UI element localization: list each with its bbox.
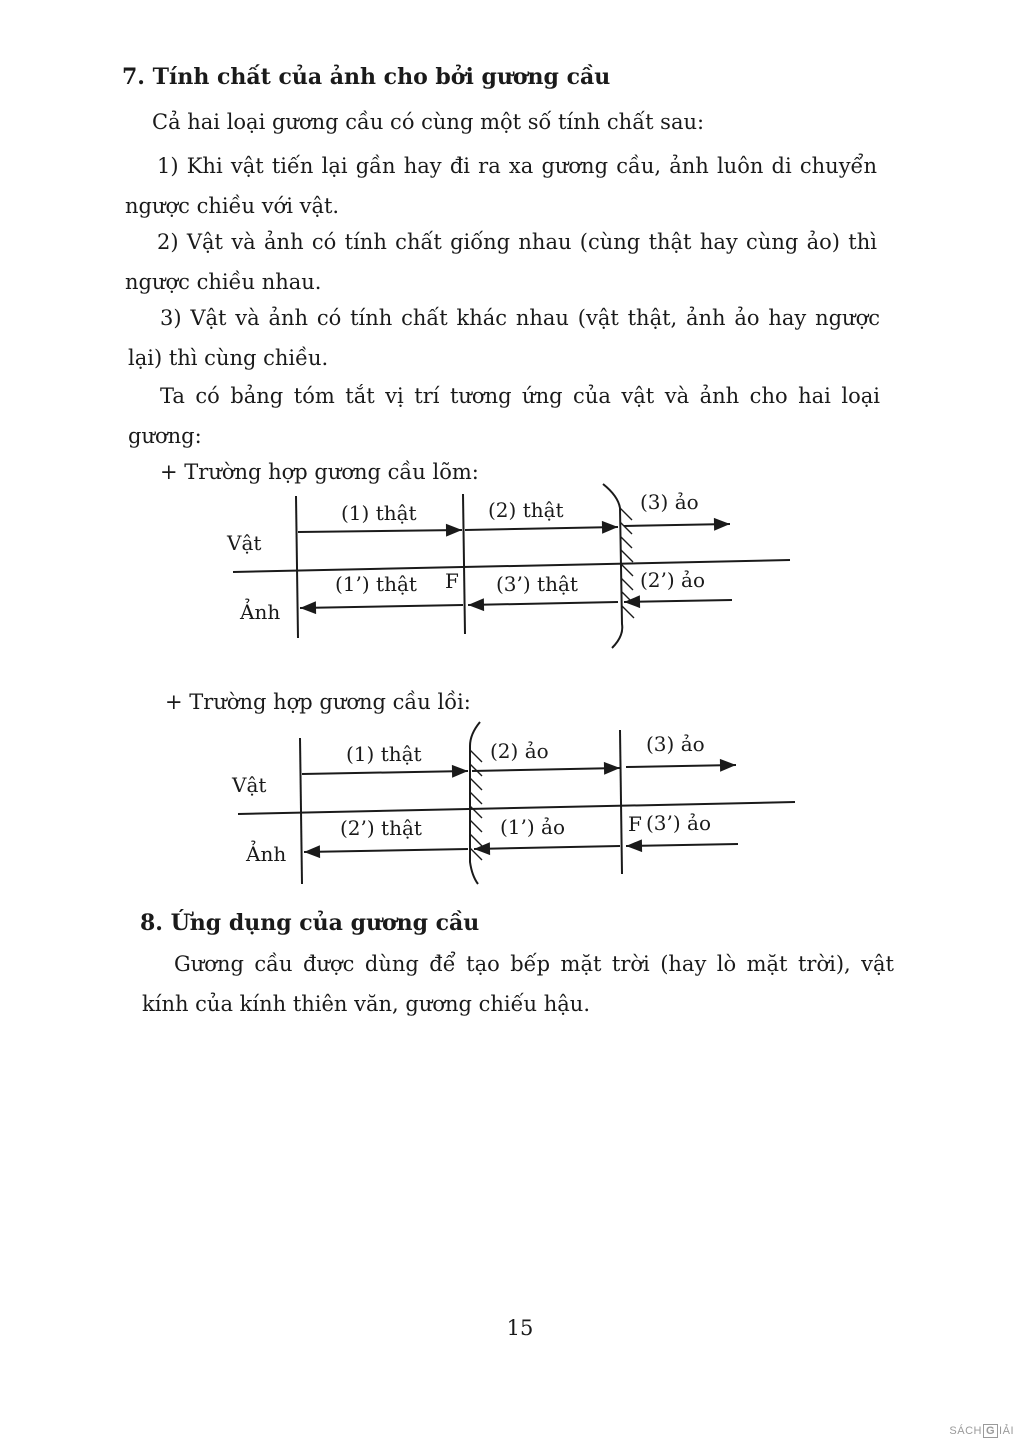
concave-object-arrow-2 [465,527,618,530]
concave-mirror-diagram [0,484,1024,654]
concave-image-arrow-3 [624,600,732,602]
property-1: 1) Khi vật tiến lại gần hay đi ra xa gương cầu, ảnh luôn di chuyển ngược chiều với vật. [125,154,877,218]
convex-image-row-label: Ảnh [246,842,287,866]
concave-object-row-label: Vật [227,531,262,555]
section-7-intro: Cả hai loại gương cầu có cùng một số tính chất sau: [152,110,705,134]
concave-object-segment-1: (1) thật [341,501,417,525]
convex-case-caption: + Trường hợp gương cầu lồi: [165,690,471,714]
convex-image-segment-3: (3’) ảo [646,811,712,835]
section-8-heading: 8. Ứng dụng của gương cầu [140,910,480,936]
concave-left-boundary [296,496,298,638]
convex-object-arrow-1 [302,771,468,774]
convex-axis-line [238,802,795,814]
concave-image-segment-3: (2’) ảo [640,568,706,592]
property-3: 3) Vật và ảnh có tính chất khác nhau (vật thật, ảnh ảo hay ngược lại) thì cùng chiều. [128,306,880,370]
convex-object-segment-2: (2) ảo [490,739,549,763]
brand-text-left: SÁCH [949,1425,982,1437]
brand-logo-box: G [983,1424,998,1438]
concave-image-arrow-1 [300,605,463,608]
convex-left-boundary [300,738,302,884]
convex-image-arrow-1 [304,849,468,852]
concave-axis-line [233,560,790,572]
concave-mirror-icon [603,484,634,648]
convex-object-segment-1: (1) thật [346,742,422,766]
concave-image-segment-1: (1’) thật [335,572,417,596]
concave-object-arrow-3 [624,524,730,526]
concave-object-segment-2: (2) thật [488,498,564,522]
concave-case-caption: + Trường hợp gương cầu lõm: [160,460,479,484]
concave-object-segment-3: (3) ảo [640,490,699,514]
brand-text-right: IẢI [999,1425,1014,1437]
convex-object-arrow-2 [472,768,620,771]
concave-focus-label: F [445,569,459,593]
convex-focus-label: F [628,812,642,836]
section-8-text: Gương cầu được dùng để tạo bếp mặt trời (hay lò mặt trời), vật kính của kính thiên văn, gương chiếu hậu. [142,952,894,1016]
concave-image-segment-2: (3’) thật [496,572,578,596]
concave-object-arrow-1 [298,530,462,532]
property-2: 2) Vật và ảnh có tính chất giống nhau (cùng thật hay cùng ảo) thì ngược chiều nhau. [125,230,877,294]
concave-image-row-label: Ảnh [240,600,281,624]
page-number: 15 [506,1316,534,1340]
convex-focus-line [620,730,622,874]
convex-object-segment-3: (3) ảo [646,732,705,756]
concave-image-arrow-2 [468,602,618,605]
convex-image-segment-1: (2’) thật [340,816,422,840]
convex-object-arrow-3 [626,765,736,767]
convex-mirror-diagram [0,720,1024,890]
brand-watermark [949,1424,1014,1438]
convex-mirror-icon [470,722,482,884]
convex-image-arrow-3 [626,844,738,846]
section-7-heading: 7. Tính chất của ảnh cho bởi gương cầu [122,64,611,90]
convex-image-arrow-2 [474,846,620,849]
convex-image-segment-2: (1’) ảo [500,815,566,839]
convex-object-row-label: Vật [232,773,267,797]
summary-intro: Ta có bảng tóm tắt vị trí tương ứng của vật và ảnh cho hai loại gương: [128,384,880,448]
concave-focus-line [463,494,465,634]
